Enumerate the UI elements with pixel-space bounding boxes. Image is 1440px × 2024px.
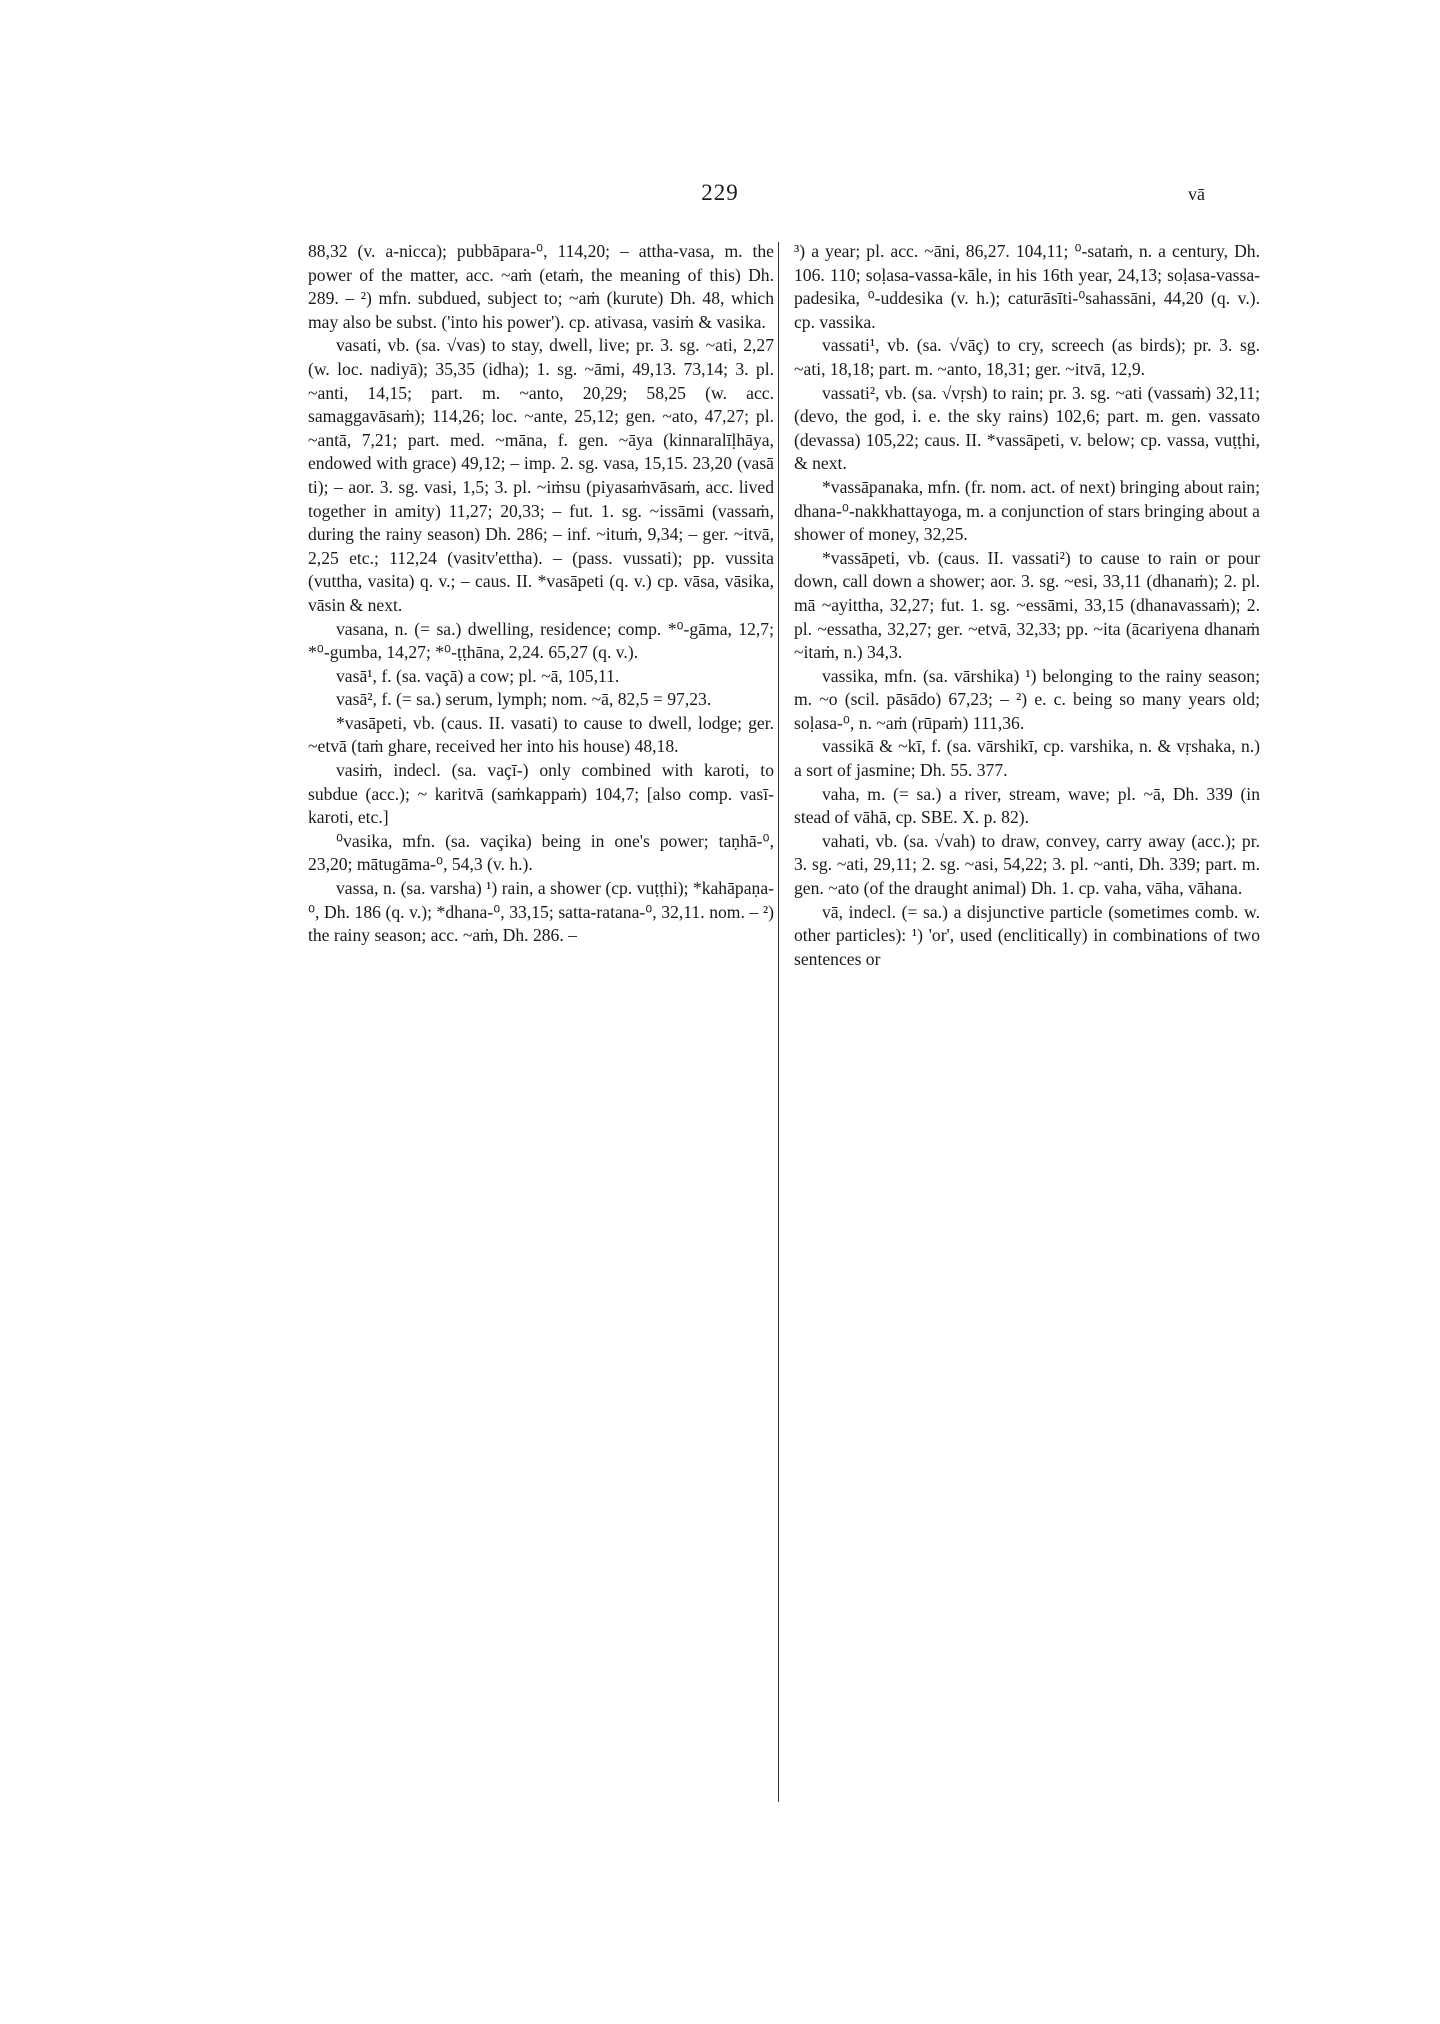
dictionary-entry: vasā², f. (= sa.) serum, lymph; nom. ~ā, 82,5 = 97,23. bbox=[336, 689, 712, 710]
dictionary-entry: *vassāpeti, vb. (caus. II. vassati²) to cause to rain or pour down, call down a shower; aor. 3. sg. ~esi, 33,11 (dhanaṁ); 2. pl. mā ~ayittha, 32,27; fut. 1. sg. ~essāmi, 33,15 (dhanavassaṁ); 2. pl. ~essatha, 32,27; ger. ~etvā, 32,33; pp. ~ita (ācariyena dhanaṁ ~itaṁ, n.) 34,3. bbox=[794, 547, 1260, 663]
dictionary-entry: vahati, vb. (sa. √vah) to draw, convey, carry away (acc.); pr. 3. sg. ~ati, 29,11; 2. sg. ~asi, 54,22; 3. pl. ~anti, Dh. 339; part. m. gen. ~ato (of the draught animal) Dh. 1. cp. vaha, vāha, vāhana. bbox=[794, 830, 1260, 899]
dictionary-entry: 88,32 (v. a-nicca); pubbāpara-⁰, 114,20; – attha-vasa, m. the power of the matter, acc. ~aṁ (etaṁ, the meaning of this) Dh. 289. – ²) mfn. subdued, subject to; ~aṁ (kurute) Dh. 48, which may also be subst. ('into his power'). cp. ativasa, vasiṁ & vasika. bbox=[308, 241, 774, 332]
dictionary-entry: vassati², vb. (sa. √vṛsh) to rain; pr. 3. sg. ~ati (vassaṁ) 32,11; (devo, the god, i. e. the sky rains) 102,6; part. m. gen. vassato (devassa) 105,22; caus. II. *vassāpeti, v. below; cp. vassa, vuṭṭhi, & next. bbox=[794, 382, 1260, 474]
dictionary-entry: vasiṁ, indecl. (sa. vaçī-) only combined with karoti, to subdue (acc.); ~ karitvā (saṁkappaṁ) 104,7; [also comp. vasī-karoti, etc.] bbox=[308, 760, 774, 828]
running-head: vā bbox=[1188, 184, 1205, 204]
dictionary-entry: *vasāpeti, vb. (caus. II. vasati) to cause to dwell, lodge; ger. ~etvā (taṁ ghare, received her into his house) 48,18. bbox=[308, 712, 774, 757]
page-number: 229 bbox=[701, 180, 739, 205]
right-column bbox=[794, 240, 1260, 971]
column-divider bbox=[778, 242, 779, 1802]
dictionary-entry: vaha, m. (= sa.) a river, stream, wave; pl. ~ā, Dh. 339 (in stead of vāhā, cp. SBE. X. p. 82). bbox=[794, 783, 1260, 828]
dictionary-entry: *vassāpanaka, mfn. (fr. nom. act. of next) bringing about rain; dhana-⁰-nakkhattayoga, m. a conjunction of stars bringing about a shower of money, 32,25. bbox=[794, 476, 1260, 545]
dictionary-entry: ³) a year; pl. acc. ~āni, 86,27. 104,11; ⁰-sataṁ, n. a century, Dh. 106. 110; soḷasa-vassa-kāle, in his 16th year, 24,13; soḷasa-vassa-padesika, ⁰-uddesika (v. h.); caturāsīti-⁰sahassāni, 44,20 (q. v.). cp. vassika. bbox=[794, 241, 1260, 332]
dictionary-entry: vasati, vb. (sa. √vas) to stay, dwell, live; pr. 3. sg. ~ati, 2,27 (w. loc. nadiyā); 35,35 (idha); 1. sg. ~āmi, 49,13. 73,14; 3. pl. ~anti, 14,15; part. m. ~anto, 20,29; 58,25 (w. acc. samaggavāsaṁ); 114,26; loc. ~ante, 25,12; gen. ~ato, 47,27; pl. ~antā, 7,21; part. med. ~māna, f. gen. ~āya (kinnaralīḷhāya, endowed with grace) 49,12; – imp. 2. sg. vasa, 15,15. 23,20 (vasā ti); – aor. 3. sg. vasi, 1,5; 3. pl. ~iṁsu (piyasaṁvāsaṁ, acc. lived together in amity) 11,27; 20,33; – fut. 1. sg. ~issāmi (vassaṁ, during the rainy season) Dh. 286; – inf. ~ituṁ, 9,34; – ger. ~itvā, 2,25 etc.; 112,24 (vasitv'ettha). – (pass. vussati); pp. vussita (vuttha, vasita) q. v.; – caus. II. *vasāpeti (q. v.) cp. vāsa, vāsika, vāsin & next. bbox=[308, 335, 774, 615]
dictionary-entry: vassa, n. (sa. varsha) ¹) rain, a shower (cp. vuṭṭhi); *kahāpaṇa-⁰, Dh. 186 (q. v.); *dhana-⁰, 33,15; satta-ratana-⁰, 32,11. nom. – ²) the rainy season; acc. ~aṁ, Dh. 286. – bbox=[308, 878, 774, 946]
dictionary-entry: vā, indecl. (= sa.) a disjunctive particle (sometimes comb. w. other particles): ¹) 'or', used (enclitically) in combinations of two sentences or bbox=[794, 901, 1260, 969]
dictionary-entry: ⁰vasika, mfn. (sa. vaçika) being in one's power; taṇhā-⁰, 23,20; mātugāma-⁰, 54,3 (v. h.). bbox=[308, 830, 774, 875]
left-column bbox=[308, 240, 774, 948]
dictionary-entry: vassika, mfn. (sa. vārshika) ¹) belonging to the rainy season; m. ~o (scil. pāsādo) 67,23; – ²) e. c. being so many years old; soḷasa-⁰, n. ~aṁ (rūpaṁ) 111,36. bbox=[794, 665, 1260, 733]
dictionary-entry: vasana, n. (= sa.) dwelling, residence; comp. *⁰-gāma, 12,7; *⁰-gumba, 14,27; *⁰-ṭṭhāna, 2,24. 65,27 (q. v.). bbox=[308, 618, 774, 663]
dictionary-entry: vassikā & ~kī, f. (sa. vārshikī, cp. varshika, n. & vṛshaka, n.) a sort of jasmine; Dh. 55. 377. bbox=[794, 736, 1260, 781]
dictionary-entry: vassati¹, vb. (sa. √vāç) to cry, screech (as birds); pr. 3. sg. ~ati, 18,18; part. m. ~anto, 18,31; ger. ~itvā, 12,9. bbox=[794, 335, 1260, 379]
dictionary-entry: vasā¹, f. (sa. vaçā) a cow; pl. ~ā, 105,11. bbox=[336, 665, 620, 686]
